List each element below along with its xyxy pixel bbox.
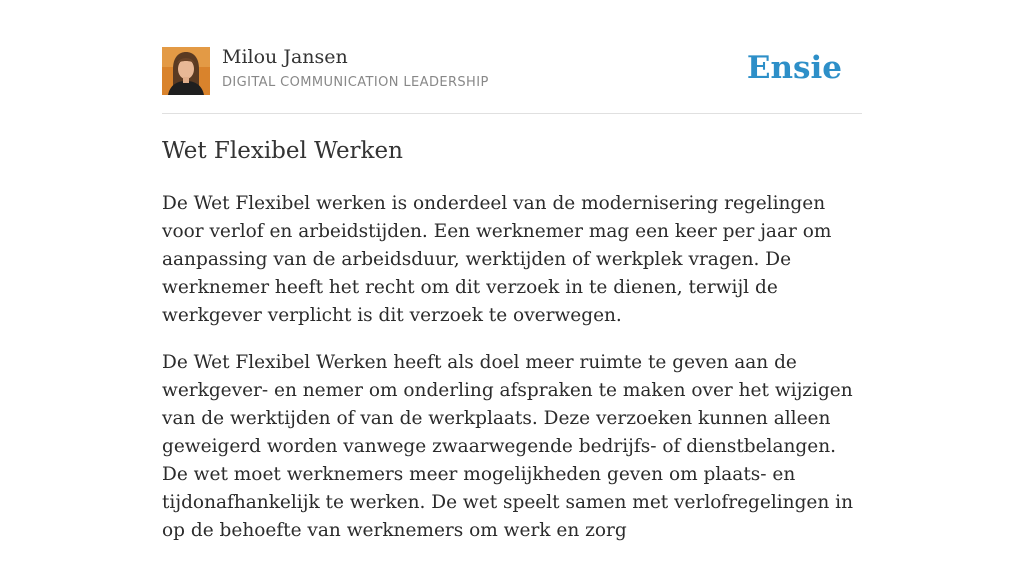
author-name[interactable]: Milou Jansen [222, 46, 348, 68]
article-paragraph-1: De Wet Flexibel werken is onderdeel van de modernisering regelingen voor verlof en arbeidstijden. Een werknemer mag een keer per jaar om aanpassing van de arbeidsduur, werktijden of werkplek vragen. De werknemer heeft het recht om dit verzoek in te dienen, terwijl de werkgever verplicht is dit verzoek te overwegen. [162, 193, 832, 326]
article-title: Wet Flexibel Werken [162, 138, 403, 164]
author-photo [162, 47, 210, 95]
article-body [162, 190, 862, 564]
author-role: DIGITAL COMMUNICATION LEADERSHIP [222, 75, 489, 90]
author-avatar[interactable] [162, 47, 210, 95]
article-page [162, 0, 862, 541]
article-paragraph-2: De Wet Flexibel Werken heeft als doel meer ruimte te geven aan de werkgever- en nemer om onderling afspraken te maken over het wijzigen van de werktijden of van de werkplaats. Deze verzoeken kunnen alleen geweigerd worden vanwege zwaarwegende bedrijfs- of dienstbelangen. De wet moet werknemers meer mogelijkheden geven om plaats- en tijdonafhankelijk te werken. De wet speelt samen met verlofregelingen in op de behoefte van werknemers om werk en zorg [162, 352, 853, 541]
author-header [162, 0, 862, 114]
ensie-logo[interactable]: Ensie [746, 50, 842, 86]
